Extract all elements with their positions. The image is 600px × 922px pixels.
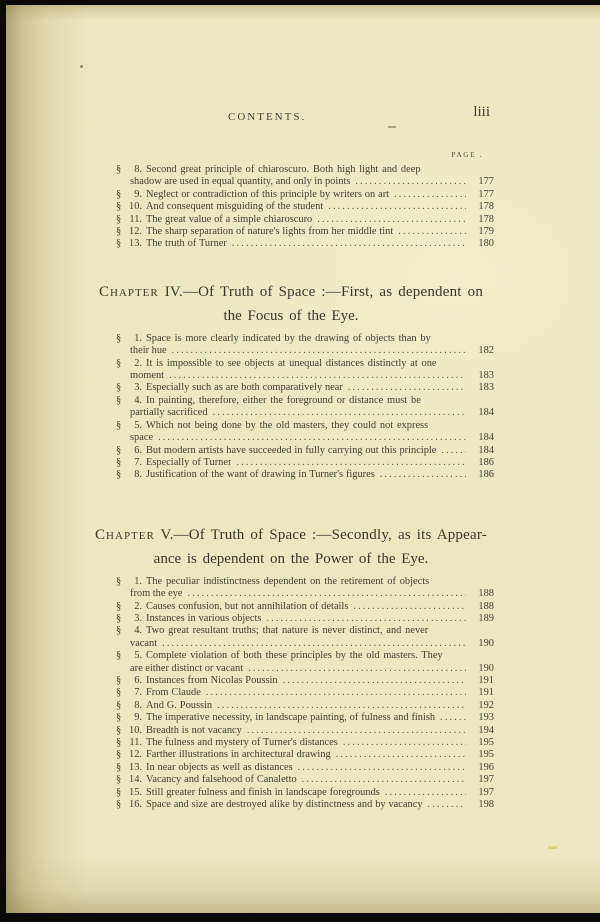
entry-page-number: 180 xyxy=(478,238,494,250)
entry-number: 8. xyxy=(134,469,142,481)
entry-number: 9. xyxy=(134,712,142,724)
entry-page-number: 197 xyxy=(478,786,494,798)
entry-text: Two great resultant truths; that nature is never distinct, and never xyxy=(146,625,429,637)
entry-number: 11. xyxy=(129,213,142,225)
toc-entry-line xyxy=(116,725,494,737)
toc-entry-line xyxy=(116,445,494,457)
dot-leader xyxy=(385,787,466,799)
dot-leader xyxy=(206,687,466,699)
entry-number: 13. xyxy=(129,238,142,250)
dot-leader xyxy=(343,737,466,749)
entry-text: The truth of Turner xyxy=(146,238,227,250)
section-mark: § xyxy=(116,761,122,773)
toc-entry-line xyxy=(116,226,494,238)
toc-entry xyxy=(116,601,494,613)
dot-leader xyxy=(441,445,466,457)
entry-text: In painting, therefore, either the foreground or distance must be xyxy=(146,394,421,406)
dot-leader xyxy=(353,601,466,613)
entry-text-continuation: from the eye xyxy=(130,588,183,600)
chapter-word: Chapter xyxy=(98,283,159,300)
toc-entry-continuation xyxy=(116,663,494,675)
entry-number: 12. xyxy=(129,749,142,761)
toc-entry xyxy=(116,737,494,749)
toc-entry xyxy=(116,333,494,358)
entry-page-number: 178 xyxy=(478,213,494,225)
entry-page-number: 184 xyxy=(478,432,494,444)
toc-entry-line xyxy=(116,774,494,786)
dot-leader xyxy=(328,201,466,213)
entry-text: It is impossible to see objects at unequal distances distinctly at one xyxy=(146,357,437,369)
entry-text: Instances in various objects xyxy=(146,612,262,624)
entry-text: Vacancy and falsehood of Canaletto xyxy=(146,774,297,786)
entry-number: 11. xyxy=(129,737,142,748)
entry-page-number: 194 xyxy=(478,724,494,736)
section-mark: § xyxy=(116,650,122,662)
page-column-label: PAGE . xyxy=(451,150,483,159)
entry-text: Space is more clearly indicated by the drawing of objects than by xyxy=(146,332,431,344)
toc-entry xyxy=(116,445,494,457)
toc-sections xyxy=(88,164,494,811)
section-mark: § xyxy=(116,786,122,798)
section-mark: § xyxy=(116,456,122,468)
toc-entry-line xyxy=(116,164,494,176)
entry-page-number: 190 xyxy=(478,662,494,674)
entry-text: From Claude xyxy=(146,687,201,699)
entry-number: 10. xyxy=(129,724,142,736)
section-mark: § xyxy=(116,749,122,761)
toc-entry xyxy=(116,700,494,712)
toc-entry-continuation xyxy=(116,638,494,650)
section-mark: § xyxy=(116,238,122,250)
entry-text-continuation: moment xyxy=(130,370,165,382)
toc-entry xyxy=(116,675,494,687)
entry-text-continuation: shadow are used in equal quantity, and only in points xyxy=(130,176,351,188)
dot-leader xyxy=(213,407,466,419)
dot-leader xyxy=(217,700,466,712)
dot-leader xyxy=(440,712,466,724)
toc-entry xyxy=(116,576,494,601)
section-mark: § xyxy=(116,469,122,481)
dot-leader xyxy=(394,189,466,201)
toc-entry-line xyxy=(116,214,494,226)
toc-entry xyxy=(116,625,494,650)
dot-leader xyxy=(266,613,466,625)
toc-section xyxy=(88,524,494,812)
toc-entry-continuation xyxy=(116,432,494,444)
entry-number: 6. xyxy=(134,444,142,456)
chapter-heading xyxy=(88,524,494,571)
toc-entry xyxy=(116,226,494,238)
toc-entry xyxy=(116,214,494,226)
entry-number: 16. xyxy=(129,799,142,811)
entry-text-continuation: their hue xyxy=(130,345,167,357)
section-mark: § xyxy=(116,201,122,213)
toc-entry-line xyxy=(116,675,494,687)
section-mark: § xyxy=(116,226,122,238)
entry-page-number: 191 xyxy=(478,687,494,699)
entry-text: Complete violation of both these principles by the old masters. They xyxy=(146,650,443,662)
section-mark: § xyxy=(116,600,122,612)
section-mark: § xyxy=(116,382,122,394)
toc-entry-line xyxy=(116,601,494,613)
entry-page-number: 197 xyxy=(478,774,494,786)
folio-number: liii xyxy=(473,104,490,120)
toc-entry-line xyxy=(116,358,494,370)
entry-text: And consequent misguiding of the student xyxy=(146,201,324,213)
entry-page-number: 186 xyxy=(478,456,494,468)
entry-page-number: 190 xyxy=(478,637,494,649)
toc-entry xyxy=(116,469,494,481)
toc-entry xyxy=(116,687,494,699)
toc-entry-continuation xyxy=(116,370,494,382)
entry-number: 7. xyxy=(134,456,142,468)
toc-entry xyxy=(116,189,494,201)
entry-number: 2. xyxy=(134,357,142,369)
dot-leader xyxy=(236,457,466,469)
toc-entry-line xyxy=(116,189,494,201)
entry-text: Breadth is not vacancy xyxy=(146,724,242,736)
section-mark: § xyxy=(116,625,122,637)
entry-number: 6. xyxy=(134,674,142,686)
toc-entry xyxy=(116,420,494,445)
entry-page-number: 195 xyxy=(478,749,494,761)
section-mark: § xyxy=(116,575,122,587)
entry-text: But modern artists have succeeded in fully carrying out this principle xyxy=(146,444,437,456)
entry-number: 1. xyxy=(134,332,142,344)
section-mark: § xyxy=(116,737,122,748)
section-mark: § xyxy=(116,774,122,786)
toc-entry-continuation xyxy=(116,345,494,357)
toc-entry-line xyxy=(116,625,494,637)
entry-text: Instances from Nicolas Poussin xyxy=(146,674,278,686)
dot-leader xyxy=(355,176,466,188)
dot-leader xyxy=(188,588,466,600)
toc-entry xyxy=(116,712,494,724)
entry-text: The imperative necessity, in landscape painting, of fulness and finish xyxy=(146,712,436,724)
toc-entry-line xyxy=(116,457,494,469)
toc-entry-line xyxy=(116,576,494,588)
dot-leader xyxy=(336,749,466,761)
toc-entry-line xyxy=(116,650,494,662)
chapter-title-text: IV.—Of Truth of Space :—First, as dependent on xyxy=(158,283,484,300)
toc-entry-line xyxy=(116,469,494,481)
dot-leader xyxy=(283,675,466,687)
dot-leader xyxy=(348,382,466,394)
toc-entry xyxy=(116,201,494,213)
toc-entry xyxy=(116,358,494,383)
toc-entry xyxy=(116,164,494,189)
toc-entry-line xyxy=(116,762,494,774)
entry-list xyxy=(116,333,494,482)
chapter-title-text: V.—Of Truth of Space :—Secondly, as its Appear- xyxy=(154,526,487,543)
toc-entry xyxy=(116,457,494,469)
chapter-heading-line xyxy=(88,524,494,547)
page-header-title: CONTENTS. xyxy=(228,111,307,123)
dot-leader xyxy=(158,432,466,444)
section-mark: § xyxy=(116,394,122,406)
entry-text: The sharp separation of nature's lights from her middle tint xyxy=(146,226,394,238)
section-mark: § xyxy=(116,799,122,811)
entry-page-number: 183 xyxy=(478,382,494,394)
entry-text: And G. Poussin xyxy=(146,699,213,711)
toc-entry-line xyxy=(116,687,494,699)
chapter-word: Chapter xyxy=(95,526,155,543)
entry-text: The fulness and mystery of Turner's distances xyxy=(146,737,338,748)
toc-entry xyxy=(116,774,494,786)
toc-entry-line xyxy=(116,787,494,799)
entry-text: Second great principle of chiaroscuro. Both high light and deep xyxy=(146,164,421,175)
entry-page-number: 188 xyxy=(478,588,494,600)
section-mark: § xyxy=(116,612,122,624)
chapter-heading-line: the Focus of the Eye. xyxy=(223,307,359,324)
toc-entry-line xyxy=(116,712,494,724)
toc-entry xyxy=(116,613,494,625)
toc-entry-continuation xyxy=(116,407,494,419)
section-mark: § xyxy=(116,357,122,369)
entry-number: 8. xyxy=(134,699,142,711)
dot-leader xyxy=(398,226,466,238)
entry-text: Causes confusion, but not annihilation of details xyxy=(146,600,349,612)
entry-number: 8. xyxy=(134,164,142,175)
toc-entry-line xyxy=(116,238,494,250)
entry-number: 4. xyxy=(134,394,142,406)
entry-text: Justification of the want of drawing in Turner's figures xyxy=(146,469,375,481)
entry-number: 2. xyxy=(134,600,142,612)
section-mark: § xyxy=(116,213,122,225)
entry-text: Farther illustrations in architectural drawing xyxy=(146,749,331,761)
entry-number: 7. xyxy=(134,687,142,699)
entry-page-number: 177 xyxy=(478,176,494,188)
toc-entry-continuation xyxy=(116,588,494,600)
entry-page-number: 179 xyxy=(478,226,494,238)
entry-number: 9. xyxy=(134,188,142,200)
entry-text-continuation: are either distinct or vacant xyxy=(130,662,244,674)
chapter-heading-line xyxy=(88,281,494,304)
toc-entry xyxy=(116,395,494,420)
section-mark: § xyxy=(116,332,122,344)
page-content xyxy=(88,0,494,922)
toc-entry xyxy=(116,799,494,811)
entry-page-number: 178 xyxy=(478,201,494,213)
entry-text-continuation: partially sacrificed xyxy=(130,407,208,419)
entry-page-number: 183 xyxy=(478,370,494,382)
toc-entry-line xyxy=(116,799,494,811)
entry-list xyxy=(116,576,494,812)
entry-number: 3. xyxy=(134,612,142,624)
entry-number: 5. xyxy=(134,650,142,662)
entry-text: Still greater fulness and finish in landscape foregrounds xyxy=(146,786,380,798)
toc-entry xyxy=(116,382,494,394)
section-mark: § xyxy=(116,674,122,686)
entry-number: 15. xyxy=(129,786,142,798)
toc-section xyxy=(88,164,494,251)
entry-number: 3. xyxy=(134,382,142,394)
toc-entry xyxy=(116,725,494,737)
dot-leader xyxy=(248,663,466,675)
entry-text: Space and size are destroyed alike by distinctness and by vacancy xyxy=(146,799,423,811)
entry-page-number: 198 xyxy=(478,799,494,811)
entry-page-number: 192 xyxy=(478,699,494,711)
entry-text: Especially such as are both comparatively near xyxy=(146,382,343,394)
entry-number: 4. xyxy=(134,625,142,637)
section-mark: § xyxy=(116,687,122,699)
toc-entry-line xyxy=(116,420,494,432)
entry-page-number: 188 xyxy=(478,600,494,612)
entry-text: Neglect or contradiction of this principle by writers on art xyxy=(146,188,390,200)
entry-page-number: 182 xyxy=(478,345,494,357)
toc-entry xyxy=(116,787,494,799)
entry-page-number: 177 xyxy=(478,188,494,200)
section-mark: § xyxy=(116,724,122,736)
entry-text: Which not being done by the old masters, they could not express xyxy=(146,419,429,431)
toc-entry xyxy=(116,749,494,761)
toc-entry xyxy=(116,762,494,774)
entry-page-number: 189 xyxy=(478,612,494,624)
entry-page-number: 193 xyxy=(478,712,494,724)
entry-number: 10. xyxy=(129,201,142,213)
section-mark: § xyxy=(116,444,122,456)
toc-entry-line xyxy=(116,749,494,761)
chapter-heading xyxy=(88,281,494,328)
entry-text-continuation: vacant xyxy=(130,637,158,649)
entry-text-continuation: space xyxy=(130,432,154,444)
entry-text: The peculiar indistinctness dependent on the retirement of objects xyxy=(146,575,430,587)
dot-leader xyxy=(232,238,466,250)
dot-leader xyxy=(302,774,466,786)
toc-entry-line xyxy=(116,613,494,625)
entry-page-number: 196 xyxy=(478,761,494,773)
entry-page-number: 195 xyxy=(478,737,494,748)
section-mark: § xyxy=(116,188,122,200)
toc-entry-line xyxy=(116,201,494,213)
entry-page-number: 191 xyxy=(478,674,494,686)
scan-speck xyxy=(548,846,557,849)
entry-number: 5. xyxy=(134,419,142,431)
entry-text: The great value of a simple chiaroscuro xyxy=(146,213,313,225)
dot-leader xyxy=(162,638,466,650)
section-mark: § xyxy=(116,712,122,724)
toc-entry-line xyxy=(116,382,494,394)
entry-number: 1. xyxy=(134,575,142,587)
toc-entry-line xyxy=(116,737,494,749)
toc-entry-line xyxy=(116,333,494,345)
dot-leader xyxy=(428,799,466,811)
dot-leader xyxy=(172,345,466,357)
entry-text: Especially of Turner xyxy=(146,456,232,468)
section-mark: § xyxy=(116,419,122,431)
section-mark: § xyxy=(116,699,122,711)
dot-leader xyxy=(298,762,466,774)
toc-entry-continuation xyxy=(116,176,494,188)
dot-leader xyxy=(380,469,466,481)
section-mark: § xyxy=(116,164,122,175)
toc-entry-line xyxy=(116,700,494,712)
scan-speck xyxy=(80,65,83,68)
entry-number: 13. xyxy=(129,761,142,773)
dot-leader xyxy=(169,370,466,382)
entry-number: 12. xyxy=(129,226,142,238)
entry-text: In near objects as well as distances xyxy=(146,761,293,773)
toc-entry xyxy=(116,238,494,250)
entry-list xyxy=(116,164,494,251)
chapter-heading-line: ance is dependent on the Power of the Eye. xyxy=(153,550,429,567)
entry-page-number: 184 xyxy=(478,444,494,456)
entry-page-number: 186 xyxy=(478,469,494,481)
toc-entry xyxy=(116,650,494,675)
toc-entry-line xyxy=(116,395,494,407)
entry-page-number: 184 xyxy=(478,407,494,419)
toc-section xyxy=(88,281,494,482)
dot-leader xyxy=(247,725,466,737)
entry-number: 14. xyxy=(129,774,142,786)
dot-leader xyxy=(317,214,466,226)
